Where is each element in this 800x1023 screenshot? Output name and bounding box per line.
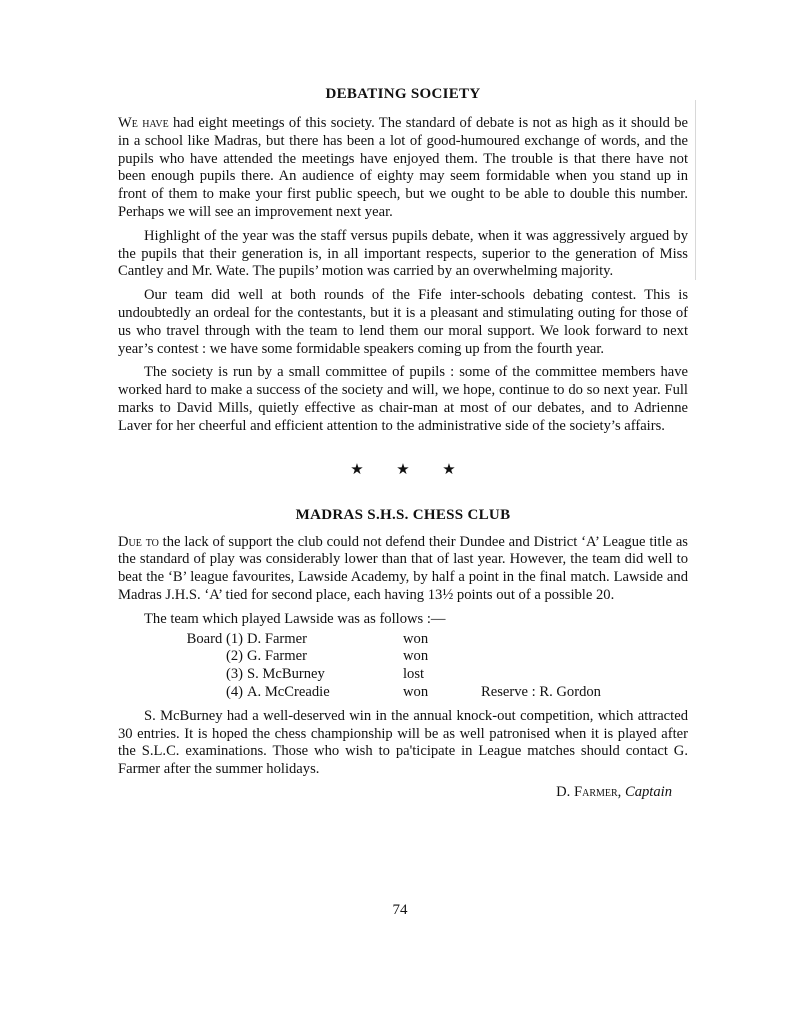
- star-icon: ★: [396, 461, 410, 478]
- lineup-row: [118, 631, 688, 649]
- chess-title: MADRAS S.H.S. CHESS CLUB: [295, 506, 511, 523]
- reserve-note: Reserve : R. Gordon: [481, 683, 601, 700]
- chess-paragraph-2: The team which played Lawside was as follows :—: [144, 610, 446, 627]
- signoff: [118, 784, 688, 801]
- player-name: G. Farmer: [247, 648, 307, 665]
- player-name: S. McBurney: [247, 666, 325, 683]
- lineup-row: [118, 666, 688, 684]
- star-icon: ★: [442, 461, 456, 478]
- match-result: lost: [403, 666, 425, 683]
- scan-edge: [695, 100, 696, 280]
- lineup-row: [118, 648, 688, 666]
- star-icon: ★: [350, 461, 364, 478]
- page-number: 74: [392, 902, 408, 918]
- debating-paragraph-1-text: had eight meetings of this society. The standard of debate is not as high as it should be in a school like Madras, but there has been a lot of good-humoured exchange of words, and the pupils who have attended the meetings have enjoyed them. The trouble is that there have not been enough pupils there. An audience of eighty may seem formidable when you stand up in front of them to make your first public speech, but we ought to be able to double this number. Perhaps we will see an improvement next year.: [118, 115, 688, 220]
- player-name: A. McCreadie: [247, 683, 330, 700]
- match-result: won: [403, 683, 429, 700]
- player-name: D. Farmer: [247, 630, 307, 647]
- chess-paragraph-1: [118, 534, 688, 605]
- chess-lead: Due to: [118, 533, 159, 550]
- team-lineup: [118, 631, 688, 702]
- board-number: (3): [225, 666, 243, 683]
- debating-title: DEBATING SOCIETY: [325, 86, 481, 102]
- page-content: [118, 86, 688, 801]
- debating-paragraph-2: Highlight of the year was the staff versus pupils debate, when it was aggressively argued by the pupils that their generation is, in all important respects, superior to the generation of Miss Cantley and Mr. Wate. The pupils’ motion was carried by an overwhelming majority.: [118, 227, 688, 280]
- board-number: (2): [225, 648, 243, 665]
- board-number: (4): [225, 683, 243, 700]
- signoff-role: Captain: [624, 783, 672, 800]
- debating-paragraph-3: Our team did well at both rounds of the Fife inter-schools debating contest. This is undoubtedly an ordeal for the contestants, but it is a pleasant and stimulating outing for those of us who travel through with the team to lend them our moral support. We look forward to next year’s contest : we have some formidable speakers coming up from the fourth year.: [118, 287, 688, 357]
- lineup-row: [118, 684, 688, 702]
- debating-lead: We have: [118, 115, 169, 131]
- board-number: Board (1): [186, 630, 243, 647]
- match-result: won: [403, 630, 429, 647]
- debating-paragraph-1: [118, 115, 688, 222]
- chess-paragraph-3: S. McBurney had a well-deserved win in the annual knock-out competition, which attracted 30 entries. It is hoped the chess championship will be as well patronised when it is played after the S.L.C. examinations. Those who wish to pa'ticipate in League matches should contact G. Farmer after the summer holidays.: [118, 707, 688, 778]
- chess-paragraph-1-text: the lack of support the club could not defend their Dundee and District ‘A’ League title as the standard of play was considerably lower than that of last year. However, the team did well to beat the ‘B’ league favourites, Lawside Academy, by half a point in the final match. Lawside and Madras J.H.S. ‘A’ tied for second place, each having 13½ points out of a possible 20.: [118, 533, 688, 603]
- debating-paragraph-4: The society is run by a small committee of pupils : some of the committee members have worked hard to make a success of the society and will, we hope, continue to do so next year. Full marks to David Mills, quietly effective as chair-man at most of our debates, and to Adrienne Laver for her cheerful and efficient attention to the administrative side of the society’s affairs.: [118, 364, 688, 434]
- section-separator: [118, 460, 688, 479]
- signoff-name: D. Farmer,: [556, 783, 622, 800]
- match-result: won: [403, 648, 429, 665]
